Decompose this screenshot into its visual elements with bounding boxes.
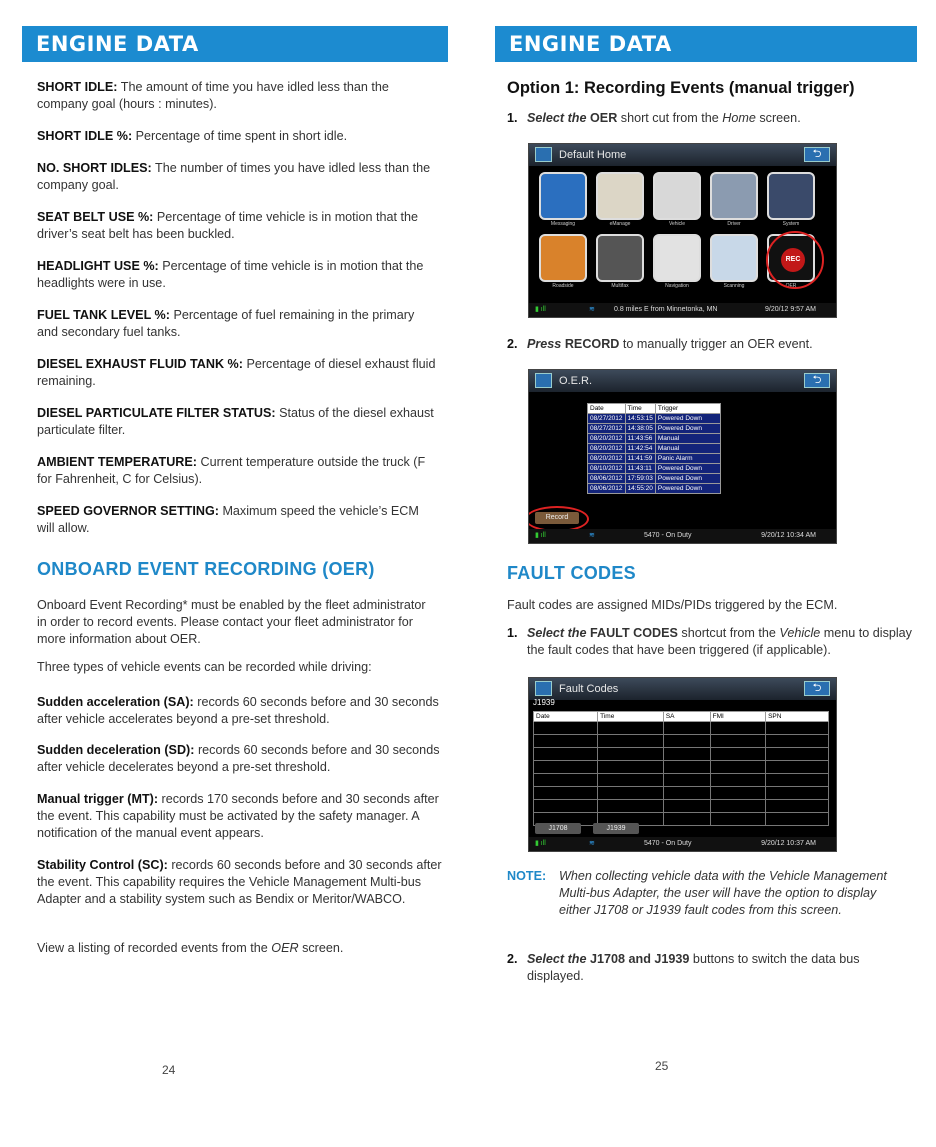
table-cell [766, 735, 829, 748]
table-cell: Powered Down [655, 414, 720, 424]
table-cell: 08/20/2012 [588, 444, 626, 454]
table-cell [663, 787, 710, 800]
table-cell [663, 735, 710, 748]
table-row[interactable] [534, 735, 829, 748]
table-cell: Powered Down [655, 464, 720, 474]
shortcut-label: System [782, 221, 800, 227]
definition-item: SHORT IDLE: The amount of time you have idled less than the company goal (hours : minutes). [37, 80, 389, 111]
table-cell [598, 735, 664, 748]
home-screen-title: Default Home [559, 149, 627, 161]
shortcut-label: Messaging [550, 221, 576, 227]
page-number: 24 [162, 1063, 176, 1077]
table-row[interactable] [534, 774, 829, 787]
column-header[interactable]: Time [625, 404, 655, 414]
definition-item: AMBIENT TEMPERATURE: Current temperature outside the truck (F for Fahrenheit, C for Celsius). [37, 455, 426, 486]
table-cell [663, 800, 710, 813]
home-icon[interactable] [535, 373, 552, 388]
step-2: 2. Press RECORD to manually trigger an OER event. [507, 337, 813, 351]
home-screen-screenshot [528, 143, 837, 318]
event-type-item: Sudden acceleration (SA): records 60 seconds before and 30 seconds after vehicle accelerates beyond a pre-set threshold. [37, 695, 439, 726]
shortcut-label: Scanning [723, 283, 745, 289]
table-cell: 08/27/2012 [588, 414, 626, 424]
table-cell: Manual [655, 444, 720, 454]
event-type-item: Sudden deceleration (SD): records 60 seconds before and 30 seconds after vehicle decelerates beyond a pre-set threshold. [37, 743, 440, 774]
table-row[interactable] [534, 761, 829, 774]
emanage-icon[interactable] [596, 172, 644, 220]
table-cell: 14:38:05 [625, 424, 655, 434]
table-row[interactable] [534, 748, 829, 761]
shortcut-label: Driver [727, 221, 741, 227]
table-cell: 11:41:59 [625, 454, 655, 464]
table-cell [710, 761, 765, 774]
table-cell [663, 813, 710, 826]
column-header[interactable]: Time [598, 712, 664, 722]
table-cell: Manual [655, 434, 720, 444]
table-cell: 08/10/2012 [588, 464, 626, 474]
definition-item: SHORT IDLE %: Percentage of time spent in short idle. [37, 129, 348, 143]
oer-types-intro: Three types of vehicle events can be recorded while driving: [37, 660, 372, 674]
vehicle-icon[interactable] [653, 172, 701, 220]
status-time: 9/20/12 10:34 AM [761, 532, 816, 539]
table-row[interactable] [588, 434, 721, 444]
back-icon[interactable]: ⮌ [804, 373, 830, 388]
definition-item: HEADLIGHT USE %: Percentage of time vehicle is in motion that the headlights were in use. [37, 259, 424, 290]
status-location: 0.8 miles E from Minnetonka, MN [614, 306, 718, 313]
table-cell [766, 748, 829, 761]
status-duty: 5470 - On Duty [644, 840, 692, 847]
table-cell: 08/06/2012 [588, 474, 626, 484]
j1939-button[interactable]: J1939 [593, 823, 639, 834]
table-cell [766, 787, 829, 800]
table-row[interactable] [588, 444, 721, 454]
battery-signal-icon: ▮ ıll [535, 840, 546, 847]
table-cell [534, 735, 598, 748]
table-cell [598, 774, 664, 787]
table-cell [598, 761, 664, 774]
roadside-icon[interactable] [539, 234, 587, 282]
definition-item: DIESEL EXHAUST FLUID TANK %: Percentage of diesel exhaust fluid remaining. [37, 357, 436, 388]
status-time: 9/20/12 10:37 AM [761, 840, 816, 847]
option-heading: Option 1: Recording Events (manual trigger) [507, 79, 855, 97]
table-cell [534, 800, 598, 813]
table-row[interactable] [534, 787, 829, 800]
table-cell [710, 787, 765, 800]
status-time: 9/20/12 9:57 AM [765, 306, 816, 313]
table-cell [663, 722, 710, 735]
table-cell [534, 748, 598, 761]
note-block [507, 868, 917, 940]
table-row[interactable] [534, 800, 829, 813]
table-cell [766, 800, 829, 813]
note-label: NOTE: [507, 869, 547, 883]
table-cell: Powered Down [655, 424, 720, 434]
oer-screen-title: O.E.R. [559, 375, 593, 387]
oer-intro: Onboard Event Recording* must be enabled by the fleet administrator in order to record events. Please contact your fleet administrator for more information about OER. [37, 598, 426, 646]
shortcut-label: Navigation [665, 283, 689, 289]
table-cell: 08/20/2012 [588, 454, 626, 464]
home-icon[interactable] [535, 147, 552, 162]
home-icon[interactable] [535, 681, 552, 696]
wifi-icon: ≋ [589, 532, 595, 539]
table-row[interactable] [588, 454, 721, 464]
step-1: 1. Select the OER short cut from the Home screen. [507, 111, 801, 125]
record-button[interactable]: Record [535, 512, 579, 524]
fault-intro: Fault codes are assigned MIDs/PIDs triggered by the ECM. [507, 598, 838, 612]
definition-item: SPEED GOVERNOR SETTING: Maximum speed the vehicle’s ECM will allow. [37, 504, 419, 535]
table-cell: 11:42:54 [625, 444, 655, 454]
table-cell: 08/20/2012 [588, 434, 626, 444]
table-cell: 17:59:03 [625, 474, 655, 484]
battery-signal-icon: ▮ ıll [535, 306, 546, 313]
shortcut-label: eManage [609, 221, 631, 227]
table-cell: 08/06/2012 [588, 484, 626, 494]
table-cell: Powered Down [655, 484, 720, 494]
fault-titlebar [529, 678, 836, 700]
table-cell: Panic Alarm [655, 454, 720, 464]
status-duty: 5470 - On Duty [644, 532, 692, 539]
table-cell [766, 722, 829, 735]
shortcut-label: Vehicle [668, 221, 686, 227]
shortcut-label: Multifax [611, 283, 629, 289]
definition-item: FUEL TANK LEVEL %: Percentage of fuel remaining in the primary and secondary fuel tanks. [37, 308, 415, 339]
table-cell [534, 722, 598, 735]
oer-titlebar [529, 370, 836, 392]
note-text: When collecting vehicle data with the Vehicle Management Multi-bus Adapter, the user will have the option to display either J1708 or J1939 fault codes from this screen. [559, 869, 887, 917]
table-cell [710, 813, 765, 826]
table-cell [598, 748, 664, 761]
table-cell [710, 774, 765, 787]
table-row[interactable] [588, 464, 721, 474]
table-cell [766, 813, 829, 826]
table-cell [534, 761, 598, 774]
section-banner: ENGINE DATA [22, 26, 448, 62]
table-cell [663, 761, 710, 774]
column-header[interactable]: SA [663, 712, 710, 722]
table-row[interactable] [588, 474, 721, 484]
table-cell: Powered Down [655, 474, 720, 484]
wifi-icon: ≋ [589, 306, 595, 313]
status-bar [529, 303, 836, 317]
wifi-icon: ≋ [589, 840, 595, 847]
home-titlebar [529, 144, 836, 166]
column-header[interactable]: Date [534, 712, 598, 722]
navigation-icon[interactable] [653, 234, 701, 282]
page-number: 25 [655, 1059, 669, 1073]
table-cell [710, 735, 765, 748]
fault-codes-screenshot [528, 677, 837, 852]
fault-screen-title: Fault Codes [559, 683, 619, 695]
table-cell [710, 748, 765, 761]
table-cell [534, 787, 598, 800]
table-cell [710, 800, 765, 813]
fault-codes-heading: FAULT CODES [507, 563, 636, 583]
section-banner: ENGINE DATA [495, 26, 917, 62]
shortcut-label: OER [785, 283, 797, 289]
table-cell [766, 774, 829, 787]
table-cell [710, 722, 765, 735]
bus-label: J1939 [533, 698, 555, 707]
rec-icon[interactable]: REC [781, 248, 805, 272]
definition-item: SEAT BELT USE %: Percentage of time vehicle is in motion that the driver’s seat belt has been buckled. [37, 210, 419, 241]
table-cell [598, 787, 664, 800]
definition-item: NO. SHORT IDLES: The number of times you have idled less than the company goal. [37, 161, 431, 192]
event-type-item: Stability Control (SC): records 60 seconds before and 30 seconds after the event. This capability requires the Vehicle Management Multi-bus Adapter and a stability system such as Bendix or Meritor/WABCO. [37, 858, 442, 906]
table-cell [598, 800, 664, 813]
table-cell: 08/27/2012 [588, 424, 626, 434]
event-type-item: Manual trigger (MT): records 170 seconds before and 30 seconds after the event. This capability must be activated by the safety manager. A notification of the manual event appears. [37, 792, 439, 840]
battery-signal-icon: ▮ ıll [535, 532, 546, 539]
messaging-icon[interactable] [539, 172, 587, 220]
shortcut-label: Roadside [552, 283, 574, 289]
table-row[interactable] [588, 414, 721, 424]
table-row[interactable] [534, 722, 829, 735]
system-icon[interactable] [767, 172, 815, 220]
table-cell [663, 774, 710, 787]
table-cell [534, 774, 598, 787]
table-row[interactable] [588, 424, 721, 434]
table-cell [766, 761, 829, 774]
column-header[interactable]: SPN [766, 712, 829, 722]
table-cell: 11:43:56 [625, 434, 655, 444]
j1708-button[interactable]: J1708 [535, 823, 581, 834]
table-cell: 14:55:20 [625, 484, 655, 494]
oer-listing-text: View a listing of recorded events from the OER screen. [37, 941, 344, 955]
status-bar [529, 529, 836, 543]
status-bar [529, 837, 836, 851]
oer-events-table [587, 403, 721, 494]
fault-step-1: 1. Select the FAULT CODES shortcut from the Vehicle menu to display the fault codes that have been triggered (if applicable). [507, 626, 912, 657]
back-icon[interactable]: ⮌ [804, 681, 830, 696]
driver-icon[interactable] [710, 172, 758, 220]
back-icon[interactable]: ⮌ [804, 147, 830, 162]
table-cell: 14:53:15 [625, 414, 655, 424]
fault-codes-table [533, 711, 829, 826]
definition-item: DIESEL PARTICULATE FILTER STATUS: Status of the diesel exhaust particulate filter. [37, 406, 434, 437]
column-header[interactable]: FMI [710, 712, 765, 722]
table-cell [663, 748, 710, 761]
oer-screen-screenshot [528, 369, 837, 544]
table-row[interactable] [588, 484, 721, 494]
table-cell [598, 722, 664, 735]
fault-step-2: 2. Select the J1708 and J1939 buttons to switch the data bus displayed. [507, 952, 860, 983]
oer-heading: ONBOARD EVENT RECORDING (OER) [37, 559, 375, 579]
multifax-icon[interactable] [596, 234, 644, 282]
table-cell: 11:43:11 [625, 464, 655, 474]
column-header[interactable]: Date [588, 404, 626, 414]
column-header[interactable]: Trigger [655, 404, 720, 414]
scanning-icon[interactable] [710, 234, 758, 282]
